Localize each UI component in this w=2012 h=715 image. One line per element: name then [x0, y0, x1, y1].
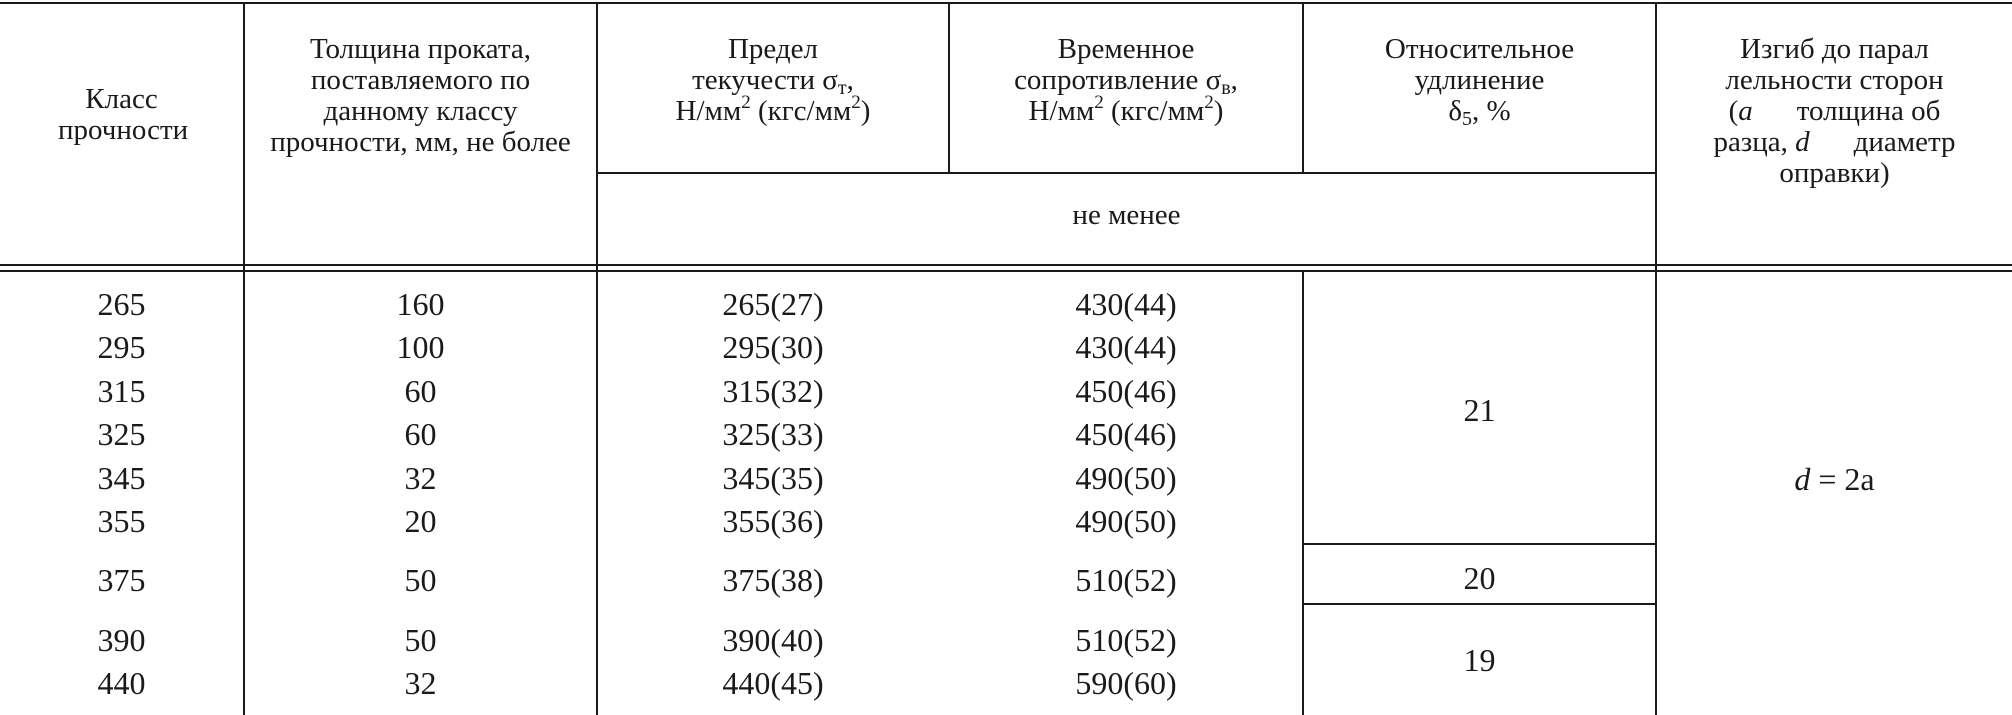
header-span-not-less: не менее [1072, 199, 1181, 231]
cell-yield: 295(30) [722, 329, 824, 365]
subheader-rule [597, 172, 1656, 174]
cell-yield: 265(27) [722, 286, 824, 322]
cell-tensile: 510(52) [1075, 562, 1177, 598]
header-yield-strength: Предел текучести $\sigma_т$, $Н/мм^2$ $(кгс/мм^2)$ [675, 33, 871, 127]
cell-yield: 440(45) [722, 665, 824, 701]
header-strength-class: Класс прочности [58, 83, 189, 146]
cell-thickness: 160 [396, 286, 445, 322]
cell-yield: 375(38) [722, 562, 824, 598]
elongation-rule-1 [1302, 543, 1656, 545]
cell-yield: 355(36) [722, 503, 824, 539]
cell-tensile: 490(50) [1075, 460, 1177, 496]
cell-thickness: 32 [404, 665, 437, 701]
cell-tensile: 430(44) [1075, 329, 1177, 365]
cell-tensile: 430(44) [1075, 286, 1177, 322]
header-thickness: Толщина проката, поставляемого по данному классу прочности, мм, не более [270, 33, 571, 158]
cell-thickness: 60 [404, 373, 437, 409]
header-double-rule-1 [0, 264, 2012, 266]
cell-tensile: 450(46) [1075, 373, 1177, 409]
cell-class: 345 [97, 460, 146, 496]
cell-yield: 390(40) [722, 622, 824, 658]
cell-tensile: 450(46) [1075, 416, 1177, 452]
cell-class: 295 [97, 329, 146, 365]
cell-class: 265 [97, 286, 146, 322]
header-elongation: Относительное удлинение $\delta_5$, % [1384, 33, 1575, 130]
cell-tensile: 510(52) [1075, 622, 1177, 658]
top-rule [0, 2, 2012, 4]
cell-class: 325 [97, 416, 146, 452]
cell-yield: 325(33) [722, 416, 824, 452]
cell-elongation-21: 21 [1463, 392, 1496, 428]
cell-tensile: 490(50) [1075, 503, 1177, 539]
cell-elongation-20: 20 [1463, 560, 1496, 596]
cell-thickness: 50 [404, 622, 437, 658]
cell-tensile: 590(60) [1075, 665, 1177, 701]
elongation-rule-2 [1302, 603, 1656, 605]
header-double-rule-2 [0, 270, 2012, 272]
cell-yield: 345(35) [722, 460, 824, 496]
cell-thickness: 20 [404, 503, 437, 539]
cell-thickness: 100 [396, 329, 445, 365]
cell-class: 315 [97, 373, 146, 409]
cell-thickness: 60 [404, 416, 437, 452]
cell-thickness: 50 [404, 562, 437, 598]
header-tensile-strength: Временное сопротивление $\sigma_в$, $Н/мм^2$ $(кгс/мм^2)$ [1014, 33, 1238, 127]
cell-elongation-19: 19 [1463, 642, 1496, 678]
cell-class: 440 [97, 665, 146, 701]
cell-yield: 315(32) [722, 373, 824, 409]
cell-class: 375 [97, 562, 146, 598]
cell-thickness: 32 [404, 460, 437, 496]
cell-class: 355 [97, 503, 146, 539]
header-bend-test: Изгиб до парал лельности сторон (a толщина об разца, d диаметр оправки) [1713, 33, 1956, 189]
cell-class: 390 [97, 622, 146, 658]
